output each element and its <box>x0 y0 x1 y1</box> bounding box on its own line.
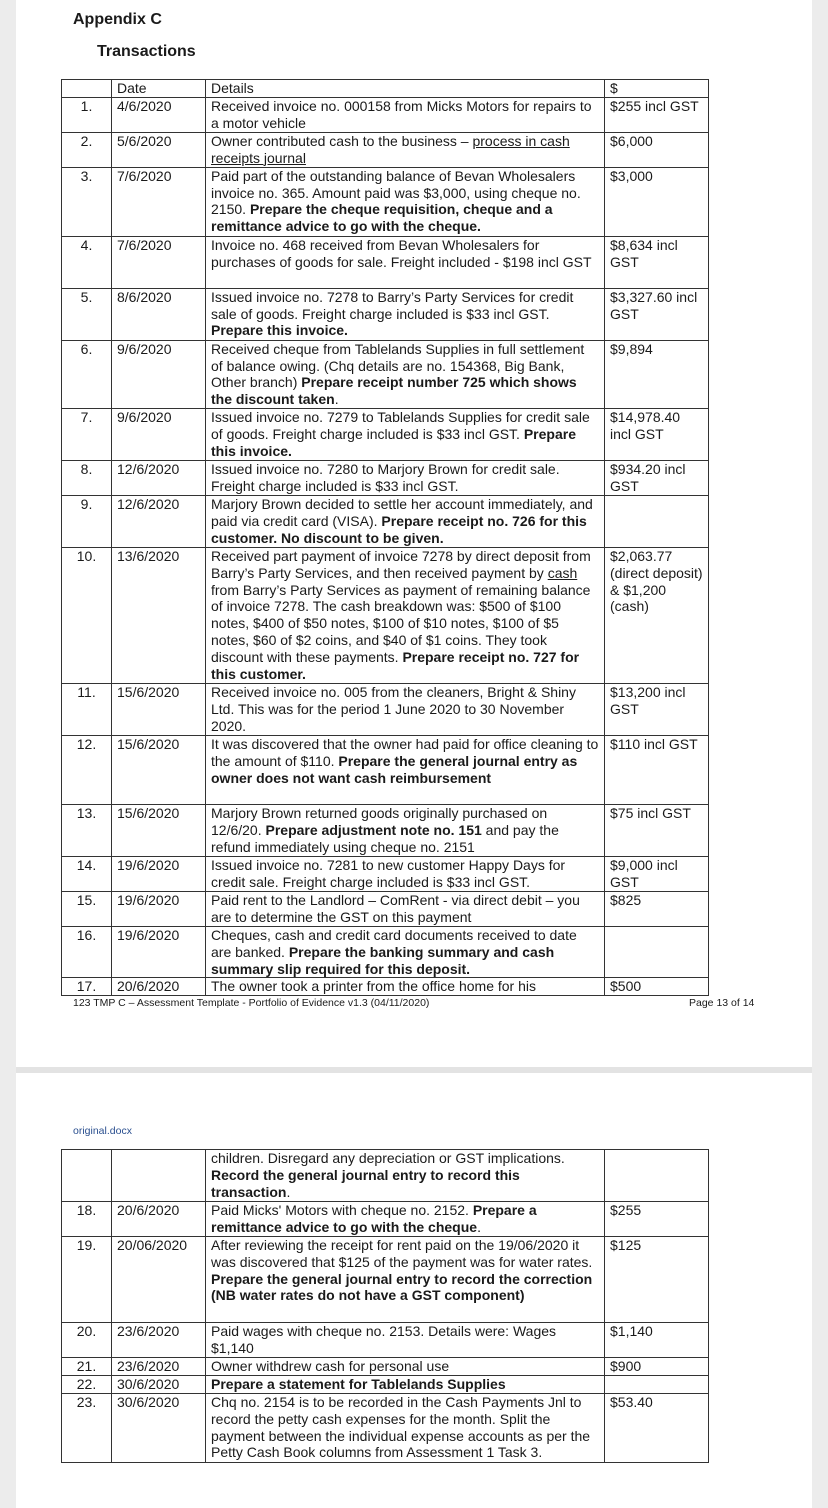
details-text: children. Disregard any depreciation or GST implications. <box>211 1150 565 1166</box>
row-amount: $3,000 <box>605 167 709 236</box>
table-row <box>62 926 709 977</box>
page-footer-number: Page 13 of 14 <box>689 997 755 1009</box>
row-date: 5/6/2020 <box>112 132 206 167</box>
details-underlined: process in cash receipts journal <box>211 132 570 166</box>
table-row <box>62 97 709 132</box>
details-text: Owner contributed cash to the business – <box>211 132 473 149</box>
row-number <box>62 1150 112 1202</box>
row-amount: $13,200 incl GST <box>605 683 709 735</box>
row-number: 4. <box>62 236 112 288</box>
details-text: Paid Micks' Motors with cheque no. 2152. <box>211 1202 473 1218</box>
table-row <box>62 288 709 340</box>
row-number: 8. <box>62 460 112 495</box>
row-date: 12/6/2020 <box>112 460 206 495</box>
row-amount: $2,063.77 (direct deposit) & $1,200 (cash) <box>605 547 709 683</box>
table-row <box>62 735 709 804</box>
appendix-title: Appendix C <box>73 11 162 28</box>
details-text: After reviewing the receipt for rent paid on the 19/06/2020 it was discovered that $125 of the payment was for water rates. <box>211 1237 593 1270</box>
details-text: It was discovered that the owner had paid for office cleaning to the amount of $110. <box>211 735 599 769</box>
row-details <box>206 1376 605 1394</box>
table-row <box>62 1376 709 1394</box>
row-details <box>206 735 605 804</box>
details-instruction: Prepare the banking summary and cash summary slip required for this deposit. <box>211 943 555 977</box>
details-text: Issued invoice no. 7279 to Tablelands Supplies for credit sale of goods. Freight charge included is $33 incl GST. <box>211 408 590 442</box>
row-details: Paid wages with cheque no. 2153. Details were: Wages $1,140 <box>206 1323 605 1358</box>
transactions-table <box>61 79 709 996</box>
row-date: 7/6/2020 <box>112 236 206 288</box>
row-number: 14. <box>62 856 112 891</box>
details-instruction: Prepare a statement for Tablelands Supplies <box>211 1376 506 1392</box>
document-filename: original.docx <box>73 1125 132 1137</box>
section-title: Transactions <box>97 43 196 60</box>
row-details <box>206 132 605 167</box>
row-date: 4/6/2020 <box>112 97 206 132</box>
details-text: . <box>334 391 339 408</box>
row-number: 20. <box>62 1323 112 1358</box>
row-date: 30/6/2020 <box>112 1376 206 1394</box>
row-details: Owner withdrew cash for personal use <box>206 1358 605 1376</box>
table-row <box>62 132 709 167</box>
row-amount: $3,327.60 incl GST <box>605 288 709 340</box>
details-text: Paid part of the outstanding balance of Bevan Wholesalers invoice no. 365. Amount paid was $3,000, using cheque no. 2150. <box>211 167 581 218</box>
details-instruction: Prepare the general journal entry as owner does not want cash reimbursement <box>211 752 578 786</box>
details-text: and pay the refund immediately using cheque no. 2151 <box>211 821 559 855</box>
row-amount: $255 <box>605 1202 709 1237</box>
row-details: Chq no. 2154 is to be recorded in the Cash Payments Jnl to record the petty cash expenses for the month. Split the payment between the individual expense accounts as per the Petty Cash Book columns from Assessment 1 Task 3. <box>206 1394 605 1463</box>
table-row <box>62 1202 709 1237</box>
details-text: . <box>286 1183 291 1200</box>
row-amount: $500 <box>605 978 709 996</box>
table-row <box>62 1394 709 1463</box>
row-amount: $255 incl GST <box>605 97 709 132</box>
row-details <box>206 288 605 340</box>
details-instruction: Record the general journal entry to record this transaction <box>211 1166 520 1200</box>
details-text: . <box>477 1218 481 1235</box>
row-amount: $1,140 <box>605 1323 709 1358</box>
table-row <box>62 495 709 547</box>
row-amount: $75 incl GST <box>605 804 709 856</box>
details-instruction: Prepare receipt no. 726 for this customer. No discount to be given. <box>211 512 587 546</box>
row-number: 5. <box>62 288 112 340</box>
table-row <box>62 891 709 926</box>
details-text: Marjory Brown decided to settle her account immediately, and paid via credit card (VISA). <box>211 495 593 529</box>
header-amount: $ <box>605 80 709 98</box>
row-amount <box>605 1376 709 1394</box>
details-text: Marjory Brown returned goods originally purchased on 12/6/20. <box>211 804 548 838</box>
row-details: The owner took a printer from the office home for his <box>206 978 605 996</box>
row-number: 21. <box>62 1358 112 1376</box>
table-row <box>62 547 709 683</box>
details-instruction: Prepare the general journal entry to record the correction (NB water rates do not have a GST component) <box>211 1270 593 1304</box>
row-date <box>112 1150 206 1202</box>
row-amount: $125 <box>605 1237 709 1323</box>
table-row <box>62 978 709 996</box>
row-amount: $110 incl GST <box>605 735 709 804</box>
row-date: 19/6/2020 <box>112 891 206 926</box>
row-number: 6. <box>62 340 112 408</box>
table-row <box>62 236 709 288</box>
row-number: 7. <box>62 408 112 460</box>
details-text: Issued invoice no. 7278 to Barry’s Party Services for credit sale of goods. Freight charge included is $33 incl GST. <box>211 288 574 322</box>
table-row <box>62 167 709 236</box>
row-details <box>206 167 605 236</box>
header-date: Date <box>112 80 206 98</box>
row-date: 15/6/2020 <box>112 804 206 856</box>
row-date: 7/6/2020 <box>112 167 206 236</box>
table-row <box>62 856 709 891</box>
table-row <box>62 683 709 735</box>
row-number: 12. <box>62 735 112 804</box>
row-date: 20/6/2020 <box>112 1202 206 1237</box>
document-page-13 <box>16 0 812 1067</box>
row-amount <box>605 1150 709 1202</box>
row-number: 1. <box>62 97 112 132</box>
row-number: 19. <box>62 1237 112 1323</box>
row-date: 15/6/2020 <box>112 735 206 804</box>
row-details: Issued invoice no. 7281 to new customer Happy Days for credit sale. Freight charge included is $33 incl GST. <box>206 856 605 891</box>
row-amount <box>605 495 709 547</box>
row-details <box>206 926 605 977</box>
row-amount: $900 <box>605 1358 709 1376</box>
row-date: 15/6/2020 <box>112 683 206 735</box>
row-details <box>206 408 605 460</box>
row-number: 18. <box>62 1202 112 1237</box>
table-row <box>62 1323 709 1358</box>
details-text: Received cheque from Tablelands Supplies in full settlement of balance owing. (Chq details are no. 154368, Big Bank, Other branch) <box>211 340 585 391</box>
details-text: from Barry’s Party Services as payment of remaining balance of invoice 7278. The cash breakdown was: $500 of $100 notes, $400 of $50 notes, $100 of $10 notes, $100 of $5 notes, $60 of $2 coins, and $40 of $1 coins. They took discount with these payments. <box>211 581 591 665</box>
header-details: Details <box>206 80 605 98</box>
details-instruction: Prepare the cheque requisition, cheque and a remittance advice to go with the cheque. <box>211 201 553 235</box>
document-page-14 <box>16 1073 812 1508</box>
row-date: 12/6/2020 <box>112 495 206 547</box>
row-date: 9/6/2020 <box>112 340 206 408</box>
row-amount <box>605 926 709 977</box>
row-amount: $6,000 <box>605 132 709 167</box>
row-date: 19/6/2020 <box>112 856 206 891</box>
row-date: 20/06/2020 <box>112 1237 206 1323</box>
table-row <box>62 1237 709 1323</box>
row-date: 19/6/2020 <box>112 926 206 977</box>
row-details: Invoice no. 468 received from Bevan Wholesalers for purchases of goods for sale. Freight included - $198 incl GST <box>206 236 605 288</box>
row-amount: $9,894 <box>605 340 709 408</box>
row-details: Received invoice no. 005 from the cleaners, Bright & Shiny Ltd. This was for the period 1 June 2020 to 30 November 2020. <box>206 683 605 735</box>
row-date: 9/6/2020 <box>112 408 206 460</box>
row-details <box>206 804 605 856</box>
row-date: 8/6/2020 <box>112 288 206 340</box>
row-number: 10. <box>62 547 112 683</box>
row-details: Issued invoice no. 7280 to Marjory Brown for credit sale. Freight charge included is $33 incl GST. <box>206 460 605 495</box>
details-instruction: Prepare a remittance advice to go with the cheque <box>211 1202 537 1235</box>
details-instruction: Prepare receipt no. 727 for this customer. <box>211 648 580 682</box>
row-number: 9. <box>62 495 112 547</box>
row-amount: $825 <box>605 891 709 926</box>
row-date: 23/6/2020 <box>112 1358 206 1376</box>
table-row <box>62 1150 709 1202</box>
row-number: 17. <box>62 978 112 996</box>
row-details <box>206 340 605 408</box>
row-amount: $53.40 <box>605 1394 709 1463</box>
row-details <box>206 495 605 547</box>
row-number: 23. <box>62 1394 112 1463</box>
details-instruction: Prepare receipt number 725 which shows the discount taken <box>211 374 577 408</box>
row-details <box>206 1202 605 1237</box>
row-details: Received invoice no. 000158 from Micks Motors for repairs to a motor vehicle <box>206 97 605 132</box>
page-footer-template: 123 TMP C – Assessment Template - Portfolio of Evidence v1.3 (04/11/2020) <box>73 997 430 1009</box>
row-amount: $9,000 incl GST <box>605 856 709 891</box>
table-row <box>62 340 709 408</box>
row-details <box>206 1237 605 1323</box>
table-row <box>62 804 709 856</box>
row-number: 22. <box>62 1376 112 1394</box>
table-row <box>62 408 709 460</box>
details-text: Cheques, cash and credit card documents received to date are banked. <box>211 926 577 960</box>
header-no <box>62 80 112 98</box>
row-date: 13/6/2020 <box>112 547 206 683</box>
row-amount: $934.20 incl GST <box>605 460 709 495</box>
details-text: Received part payment of invoice 7278 by direct deposit from Barry’s Party Services, and then received payment by <box>211 547 591 581</box>
row-number: 13. <box>62 804 112 856</box>
row-number: 11. <box>62 683 112 735</box>
table-row <box>62 1358 709 1376</box>
details-instruction: Prepare this invoice. <box>211 322 348 339</box>
row-number: 2. <box>62 132 112 167</box>
transactions-table-continued <box>61 1149 709 1463</box>
row-number: 3. <box>62 167 112 236</box>
row-date: 30/6/2020 <box>112 1394 206 1463</box>
row-date: 23/6/2020 <box>112 1323 206 1358</box>
row-date: 20/6/2020 <box>112 978 206 996</box>
table-header-row <box>62 80 709 98</box>
row-amount: $8,634 incl GST <box>605 236 709 288</box>
row-number: 15. <box>62 891 112 926</box>
details-instruction: Prepare adjustment note no. 151 <box>265 821 482 838</box>
details-instruction: Prepare this invoice. <box>211 425 576 459</box>
row-amount: $14,978.40 incl GST <box>605 408 709 460</box>
row-number: 16. <box>62 926 112 977</box>
details-underlined: cash <box>547 564 578 581</box>
table-row <box>62 460 709 495</box>
row-details <box>206 547 605 683</box>
row-details: Paid rent to the Landlord – ComRent - via direct debit – you are to determine the GST on this payment <box>206 891 605 926</box>
row-details <box>206 1150 605 1202</box>
